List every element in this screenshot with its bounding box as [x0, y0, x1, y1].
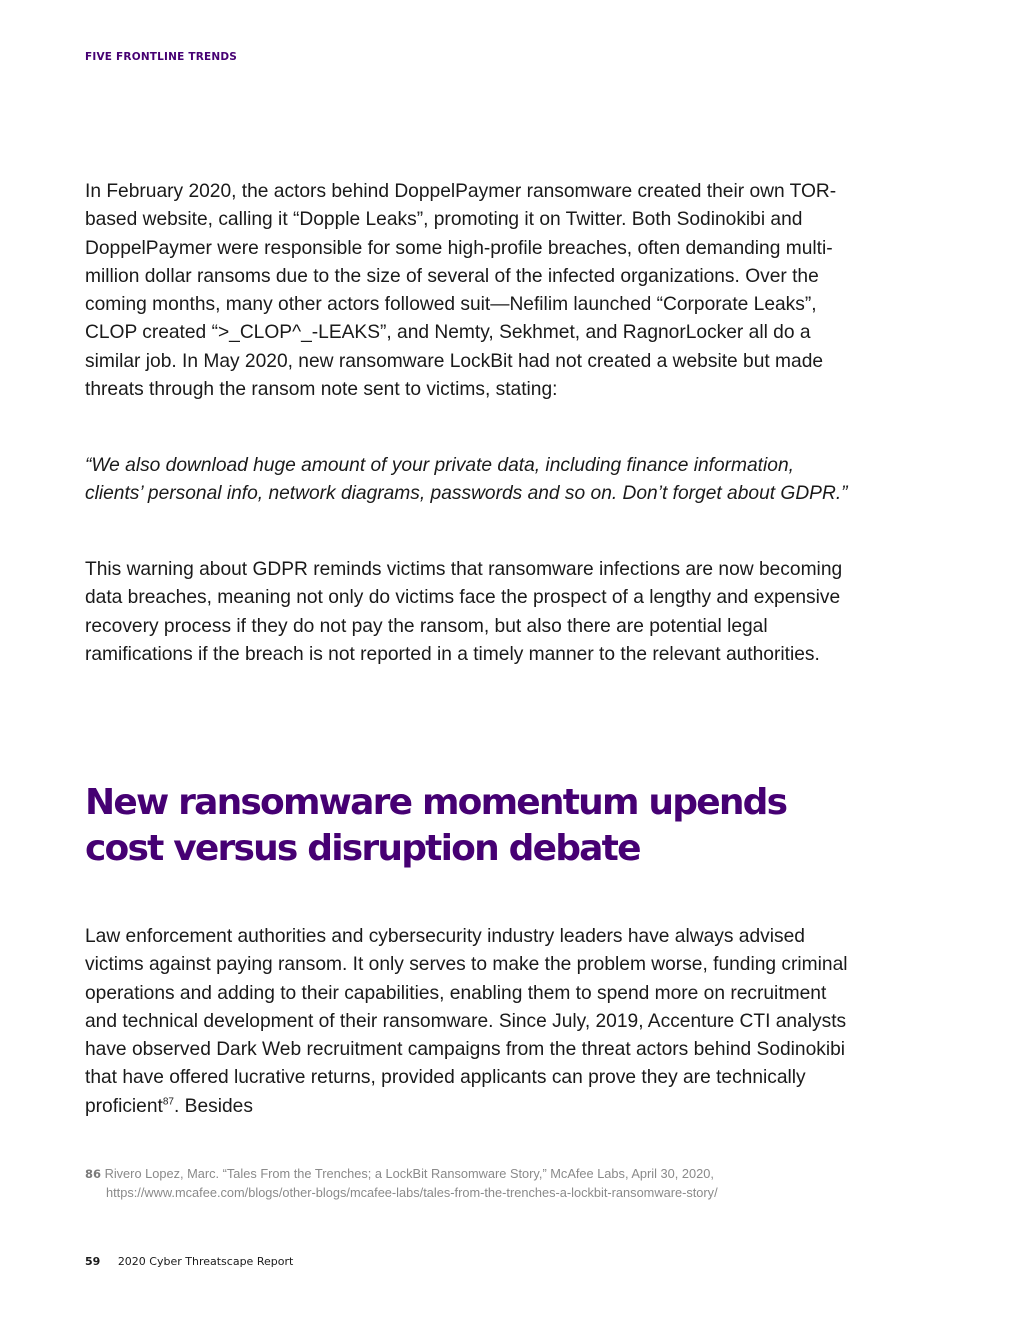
page-number: 59	[85, 1255, 101, 1268]
body-paragraph-3-text: Law enforcement authorities and cybersecurity industry leaders have always advised victims against paying ransom. It only serves to make the problem worse, funding criminal operations and adding to their capabilities, enabling them to spend more on recruitment and technical development of their ransomware. Since July, 2019, Accenture CTI analysts have observed Dark Web recruitment campaigns from the threat actors behind Sodinokibi that have offered lucrative returns, provided applicants can prove they are technically proficient	[85, 926, 848, 1117]
body-paragraph-3	[85, 923, 855, 1121]
section-heading	[85, 780, 885, 872]
section-heading-line-2: cost versus disruption debate	[85, 828, 640, 869]
section-heading-line-1: New ransomware momentum upends	[85, 782, 787, 823]
section-label: FIVE FRONTLINE TRENDS	[85, 51, 238, 63]
footnote-number: 86	[85, 1167, 102, 1181]
body-paragraph-2: This warning about GDPR reminds victims that ransomware infections are now becoming data breaches, meaning not only do victims face the prospect of a lengthy and expensive recovery process if they do not pay the ransom, but also there are potential legal ramifications if the breach is not reported in a timely manner to the relevant authorities.	[85, 559, 843, 665]
footnote-citation: Rivero Lopez, Marc. “Tales From the Trenches; a LockBit Ransomware Story,” McAfee Labs, April 30, 2020,	[104, 1166, 714, 1181]
footnote-url-link[interactable]: https://www.mcafee.com/blogs/other-blogs/mcafee-labs/tales-from-the-trenches-a-lockbit-ransomware-story/	[106, 1184, 718, 1200]
footnote	[85, 1165, 885, 1201]
body-paragraph-1: In February 2020, the actors behind DoppelPaymer ransomware created their own TOR-based website, calling it “Dopple Leaks”, promoting it on Twitter. Both Sodinokibi and DoppelPaymer were responsible for some high-profile breaches, often demanding multi-million dollar ransoms due to the size of several of the infected organizations. Over the coming months, many other actors followed suit—Nefilim launched “Corporate Leaks”, CLOP created “>_CLOP^_-LEAKS”, and Nemty, Sekhmet, and RagnorLocker all do a similar job. In May 2020, new ransomware LockBit had not created a website but made threats through the ransom note sent to victims, stating:	[85, 181, 837, 401]
ransom-note-quote: “We also download huge amount of your private data, including finance information, clients’ personal info, network diagrams, passwords and so on. Don’t forget about GDPR.”	[85, 455, 848, 505]
body-paragraph-3-tail: . Besides	[173, 1095, 253, 1117]
page-footer	[85, 1255, 293, 1268]
report-title: 2020 Cyber Threatscape Report	[117, 1255, 294, 1268]
footnote-reference[interactable]: 87	[162, 1096, 174, 1108]
